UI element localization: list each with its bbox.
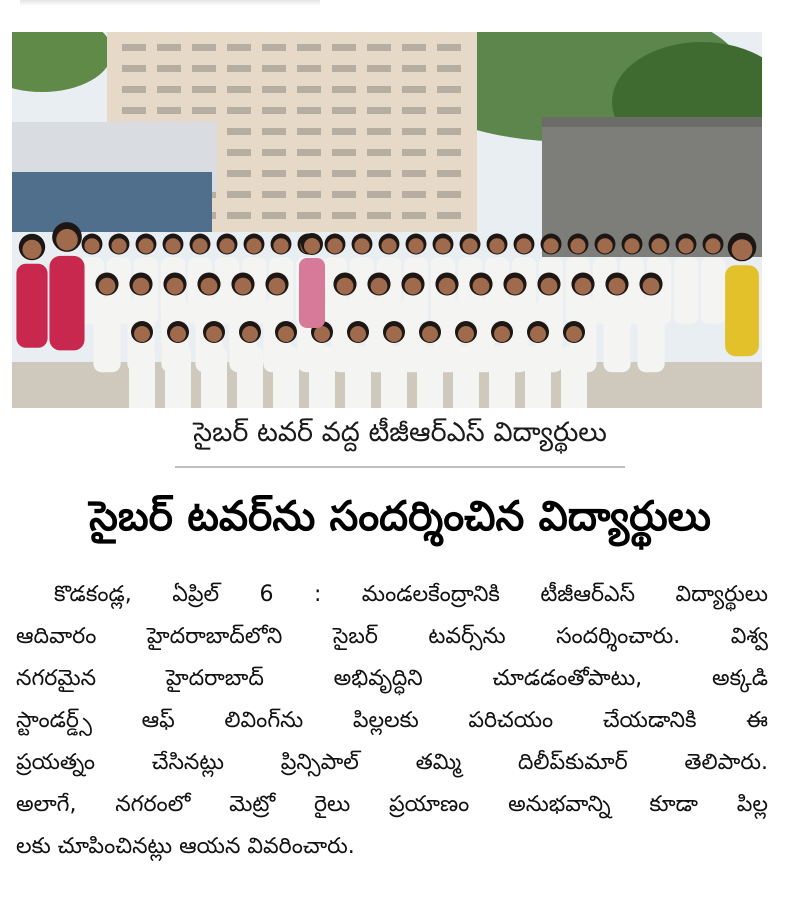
body-line: అలాగే, నగరంలో మెట్రో రైలు ప్రయాణం అనుభవాన్ని కూడా పిల్ల bbox=[16, 792, 768, 817]
article-body bbox=[16, 574, 768, 868]
news-photo bbox=[12, 32, 762, 408]
body-line: కొడకండ్ల, ఏప్రిల్ 6 : మండలకేంద్రానికి టీజీఆర్ఎస్ విద్యార్థులు bbox=[54, 582, 768, 607]
article-headline: సైబర్ టవర్‌ను సందర్శించిన విద్యార్థులు bbox=[89, 492, 711, 540]
photo-caption: సైబర్ టవర్ వద్ద టీజీఆర్ఎస్ విద్యార్థులు bbox=[193, 417, 607, 448]
body-line: నగరమైన హైదరాబాద్ అభివృద్ధిని చూడడంతోపాటు, అక్కడి bbox=[16, 666, 768, 691]
body-line: లకు చూపించినట్లు ఆయన వివరించారు. bbox=[16, 834, 355, 859]
group-photo-icon bbox=[12, 32, 762, 408]
body-line: ఆదివారం హైదరాబాద్‌లోని సైబర్ టవర్స్‌ను సందర్శించారు. విశ్వ bbox=[16, 624, 768, 649]
top-edge bbox=[20, 0, 320, 6]
body-line: ప్రయత్నం చేసినట్లు ప్రిన్సిపాల్ తమ్మి దిలీప్‌కుమార్ తెలిపారు. bbox=[16, 750, 768, 775]
body-line: స్టాండర్డ్స్ ఆఫ్ లివింగ్‌ను పిల్లలకు పరిచయం చేయడానికి ఈ bbox=[16, 708, 768, 733]
divider-rule bbox=[175, 466, 625, 468]
